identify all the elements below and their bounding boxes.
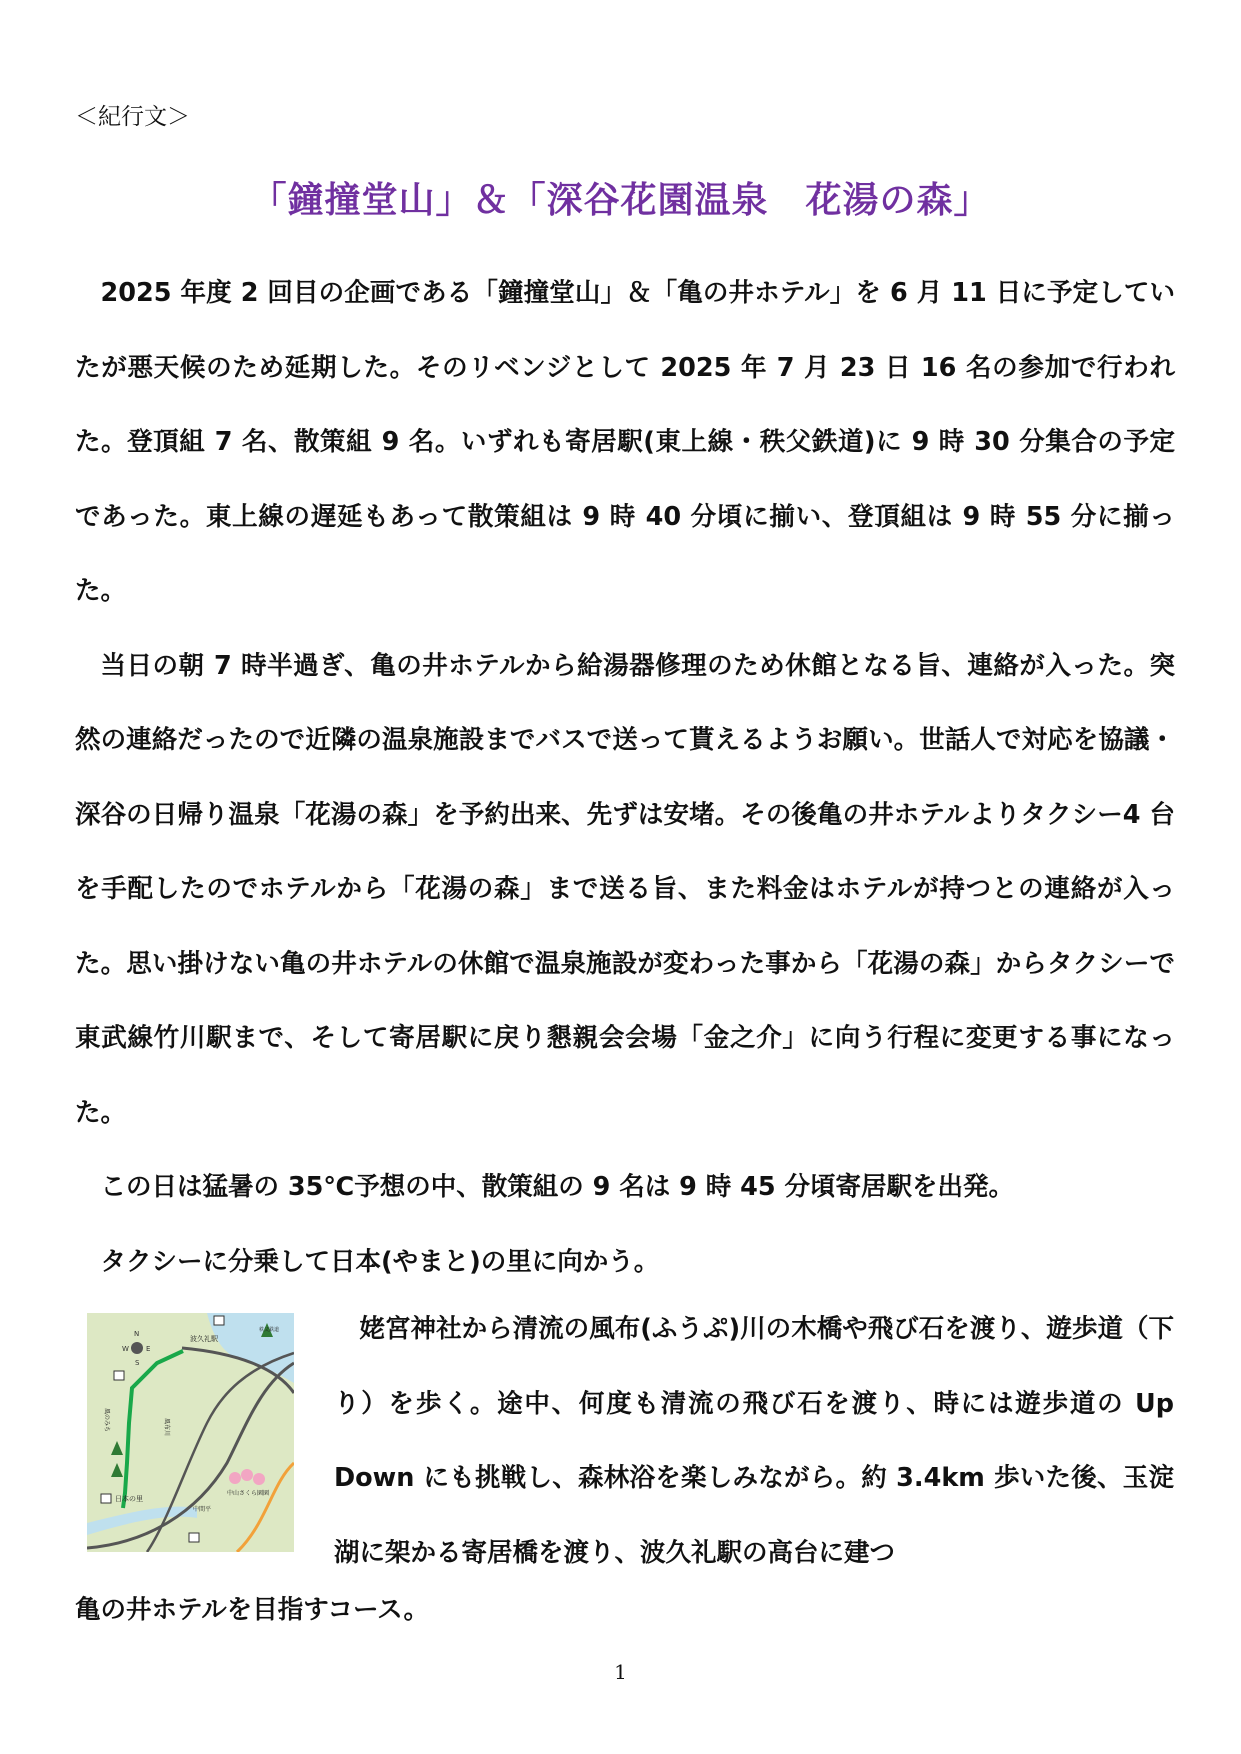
sakura-icon: [253, 1473, 265, 1485]
body-text: [75, 256, 1175, 1299]
paragraph-1: 2025 年度 2 回目の企画である「鐘撞堂山」＆「亀の井ホテル」を 6 月 11 日に予定していたが悪天候のため延期した。そのリベンジとして 2025 年 7 月 23 日 16 名の参加で行われた。登頂組 7 名、散策組 9 名。いずれも寄居駅(東上線・秩父鉄道)に 9 時 30 分集合の予定であった。東上線の遅延もあって散策組は 9 時 40 分頃に揃い、登頂組は 9 時 55 分に揃った。: [75, 278, 1175, 606]
map-label-fuppu: 風布川: [163, 1418, 170, 1437]
genre-label: ＜紀行文＞: [75, 104, 190, 130]
compass-n: N: [134, 1330, 140, 1338]
page-number: 1: [614, 1660, 627, 1684]
map-label-chichibu: 秩父鉄道: [259, 1327, 280, 1333]
compass-icon: [131, 1342, 143, 1354]
station-marker-icon: [214, 1316, 224, 1325]
map-paragraph-text: 姥宮神社から清流の風布(ふうぷ)川の木橋や飛び石を渡り、遊歩道（下り）を歩く。途中、何度も清流の飛び石を渡り、時には遊歩道の Up Down にも挑戦し、森林浴を楽しみながら。約 3.4km 歩いた後、玉淀湖に架かる寄居橋を渡り、波久礼駅の高台に建つ: [334, 1314, 1200, 1568]
map-label-nihon: 日本の里: [115, 1495, 143, 1503]
map-label-kaze: 風のみち: [103, 1408, 110, 1433]
route-map: [87, 1313, 294, 1552]
compass-w: W: [122, 1345, 129, 1353]
station-marker-icon: [114, 1371, 124, 1380]
paragraph-3: この日は猛暑の 35℃予想の中、散策組の 9 名は 9 時 45 分頃寄居駅を出発。: [100, 1172, 1014, 1202]
paragraph-2: 当日の朝 7 時半過ぎ、亀の井ホテルから給湯器修理のため休館となる旨、連絡が入った。突然の連絡だったので近隣の温泉施設までバスで送って貰えるようお願い。世話人で対応を協議・深谷の日帰り温泉「花湯の森」を予約出来、先ずは安堵。その後亀の井ホテルよりタクシー4 台を手配したのでホテルから「花湯の森」まで送る旨、また料金はホテルが持つとの連絡が入った。思い掛けない亀の井ホテルの休館で温泉施設が変わった事から「花湯の森」からタクシーで東武線竹川駅まで、そして寄居駅に戻り懇親会会場「金之介」に向う行程に変更する事になった。: [75, 650, 1175, 1128]
sakura-icon: [229, 1472, 241, 1484]
map-paragraph: [334, 1292, 1200, 1590]
document-title: 「鐘撞堂山」＆「深谷花園温泉 花湯の森」: [250, 180, 991, 221]
map-label-nakamakihira: 中間平: [193, 1506, 212, 1513]
compass-e: E: [146, 1345, 151, 1353]
map-label-sakura: 中山さくら園園: [227, 1490, 270, 1497]
station-marker-icon: [101, 1494, 111, 1503]
paragraph-4: タクシーに分乗して日本(やまと)の里に向かう。: [100, 1246, 660, 1277]
map-label-hagure: 波久礼駅: [190, 1335, 218, 1343]
sakura-icon: [241, 1469, 253, 1481]
station-marker-icon: [189, 1533, 199, 1542]
compass-s: S: [135, 1359, 140, 1367]
closing-line: 亀の井ホテルを目指すコース。: [75, 1595, 429, 1625]
